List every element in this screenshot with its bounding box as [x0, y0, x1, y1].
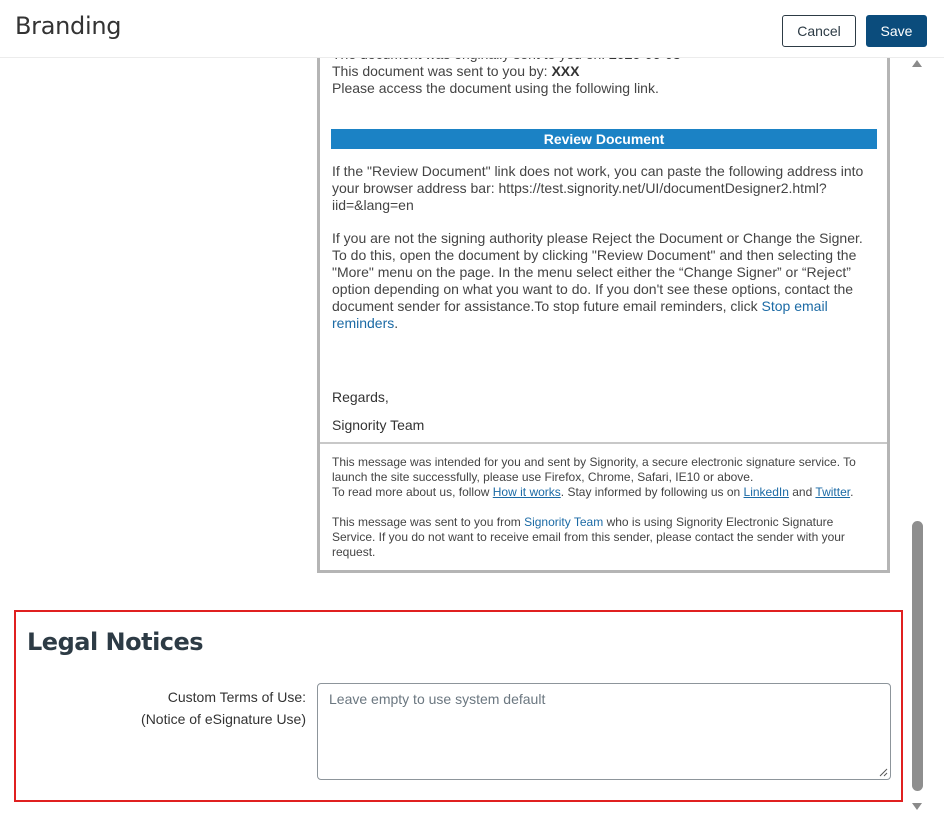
fallback-line: your browser address bar: https://test.signority.net/UI/documentDesigner2.html?	[332, 180, 827, 196]
footer-line: request.	[332, 545, 376, 559]
authority-line: If you are not the signing authority please Reject the Document or Change the Signer.	[332, 230, 863, 246]
footer-text: To read more about us, follow	[332, 485, 493, 499]
sent-by-label: This document was sent to you by:	[332, 63, 552, 79]
custom-terms-label-line: (Notice of eSignature Use)	[141, 711, 306, 727]
linkedin-link[interactable]: LinkedIn	[743, 485, 789, 499]
custom-terms-label	[141, 686, 306, 730]
footer-text: .	[850, 485, 854, 499]
footer-sender	[332, 515, 877, 560]
footer-line	[332, 515, 877, 530]
sent-by-line	[332, 63, 877, 80]
authority-line	[332, 315, 877, 332]
regards-text: Regards,	[332, 389, 389, 405]
sent-by-name: XXX	[551, 63, 580, 79]
authority-paragraph	[332, 230, 877, 332]
legal-notices-title: Legal Notices	[27, 628, 204, 656]
period: .	[394, 315, 399, 331]
footer-line: launch the site successfully, please use Firefox, Chrome, Safari, IE10 or above.	[332, 470, 754, 484]
resize-grip-icon[interactable]	[879, 768, 888, 777]
footer-text: and	[788, 485, 816, 499]
stop-email-reminders-link-cont[interactable]: reminders	[332, 315, 395, 331]
scrollbar-thumb[interactable]	[912, 521, 923, 791]
authority-line: option depending on what you want to do. If you don't see these options, contact the	[332, 281, 854, 297]
authority-line: "More" menu on the page. In the menu select either the “Change Signer” or “Reject”	[332, 264, 851, 280]
scroll-up-arrow-icon[interactable]	[912, 60, 922, 67]
footer-line: This message was intended for you and sent by Signority, a secure electronic signature service. To	[332, 455, 856, 469]
footer-text: . Stay informed by following us on	[560, 485, 744, 499]
page-title: Branding	[15, 12, 122, 40]
footer-divider	[320, 442, 887, 444]
cancel-button[interactable]: Cancel	[782, 15, 856, 47]
access-line: Please access the document using the following link.	[332, 80, 659, 96]
footer-text: who is using Signority Electronic Signature	[603, 515, 834, 529]
authority-line	[332, 298, 877, 315]
footer-line	[332, 485, 877, 500]
custom-terms-label-line: Custom Terms of Use:	[167, 689, 306, 705]
twitter-link[interactable]: Twitter	[815, 485, 851, 499]
page-header	[0, 0, 944, 58]
review-document-link[interactable]: Review Document	[331, 129, 877, 149]
email-preview	[317, 42, 890, 573]
authority-text: document sender for assistance.To stop future email reminders, click	[332, 298, 762, 314]
fallback-line: If the "Review Document" link does not work, you can paste the following address into	[332, 163, 864, 179]
footer-line: Service. If you do not want to receive email from this sender, please contact the sender with your	[332, 530, 845, 544]
custom-terms-textarea[interactable]	[317, 683, 891, 780]
signority-team-link[interactable]: Signority Team	[524, 515, 604, 529]
save-button[interactable]: Save	[866, 15, 927, 47]
footer-notice	[332, 455, 877, 500]
fallback-line: iid=&lang=en	[332, 197, 414, 213]
authority-line: To do this, open the document by clicking "Review Document" and then selecting the	[332, 247, 857, 263]
how-it-works-link[interactable]: How it works	[492, 485, 561, 499]
legal-notices-section	[14, 610, 903, 802]
fallback-paragraph	[332, 163, 877, 214]
stop-email-reminders-link[interactable]: Stop email	[761, 298, 828, 314]
team-signature: Signority Team	[332, 417, 425, 433]
footer-text: This message was sent to you from	[332, 515, 525, 529]
scroll-down-arrow-icon[interactable]	[912, 803, 922, 810]
